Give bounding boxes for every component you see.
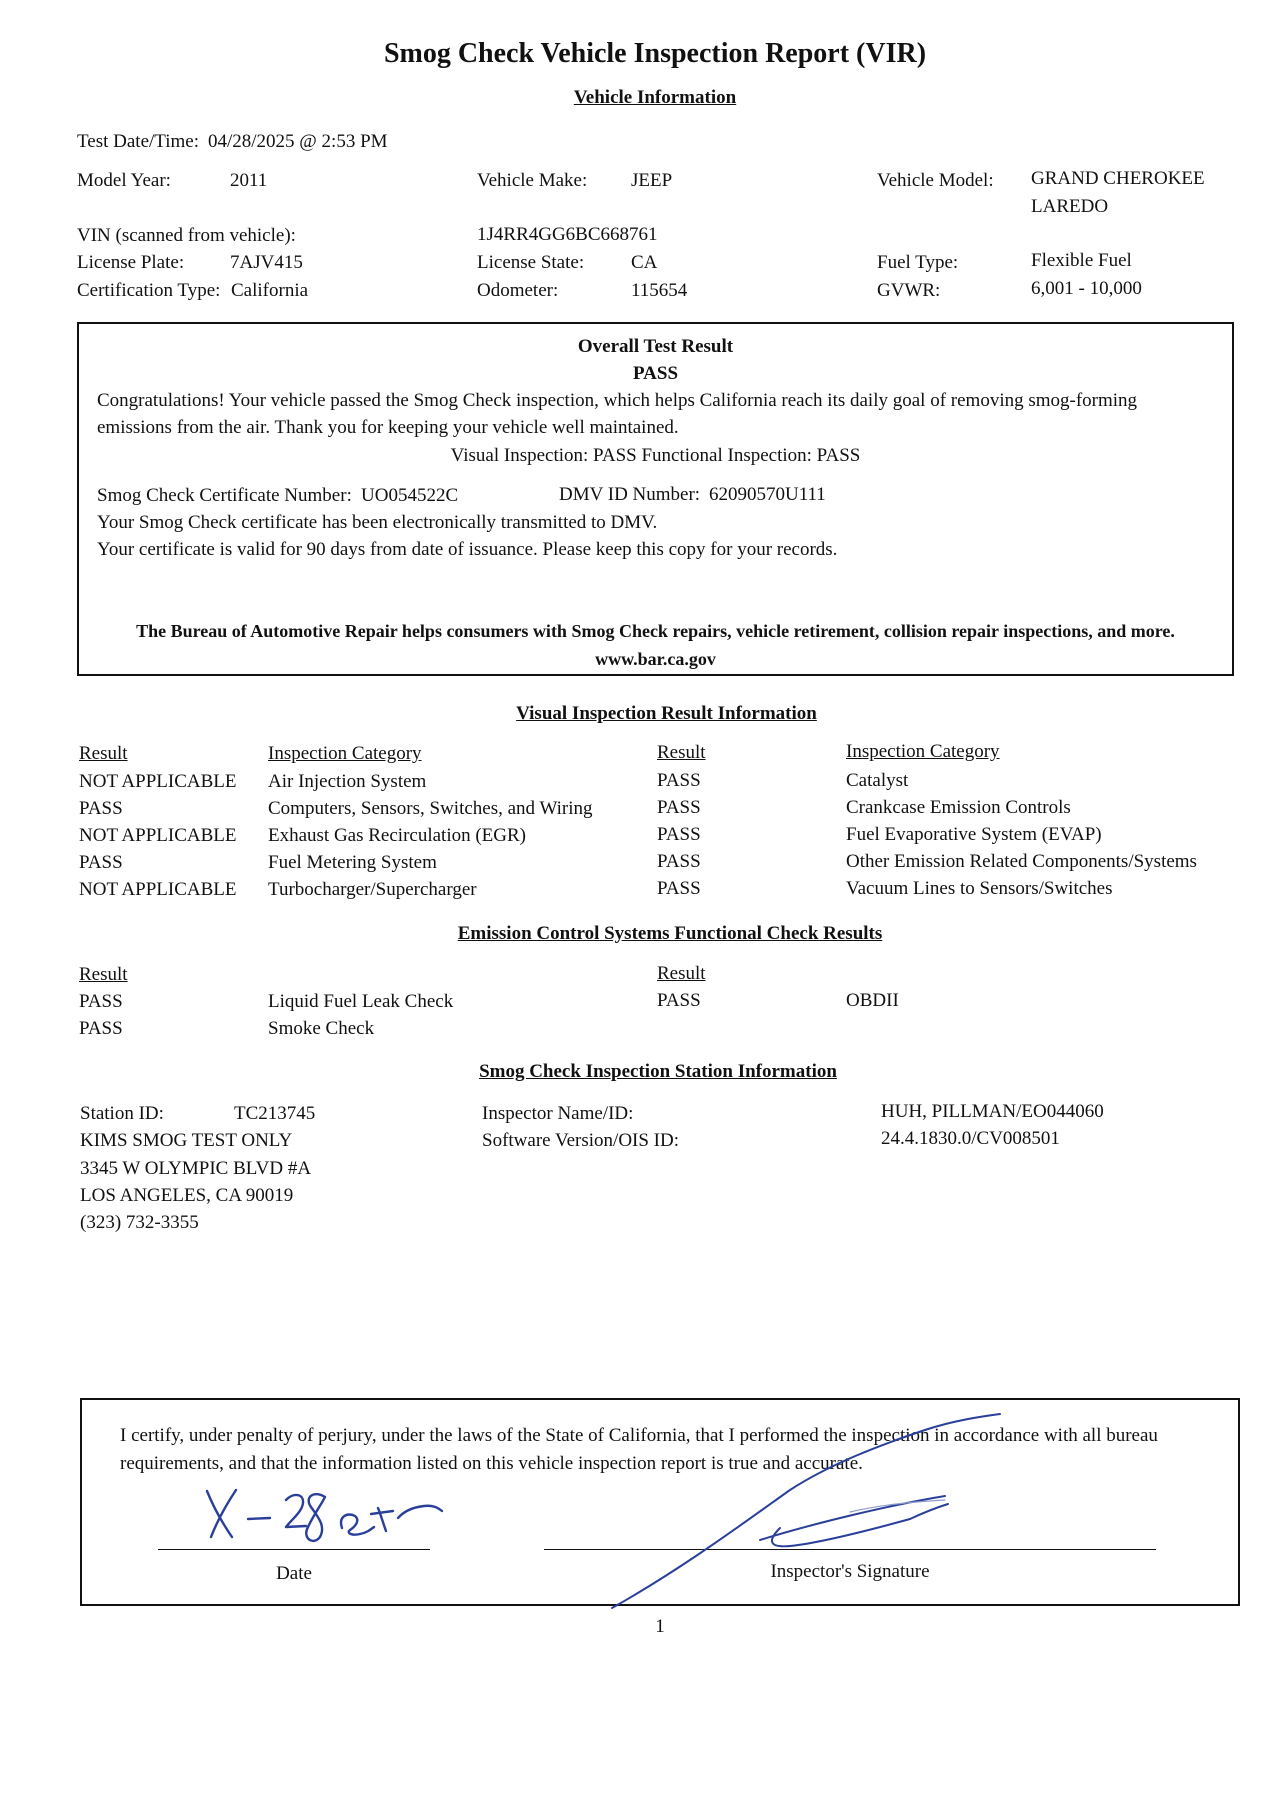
transmitted-note: Your Smog Check certificate has been electronically transmitted to DMV.: [97, 512, 658, 533]
congrats-message-line2: emissions from the air. Thank you for keeping your vehicle well maintained.: [97, 417, 679, 438]
software-version-label: Software Version/OIS ID:: [482, 1130, 680, 1151]
inspector-label: Inspector Name/ID:: [482, 1103, 634, 1124]
vin-label: VIN (scanned from vehicle):: [77, 225, 296, 246]
visual-left-result: NOT APPLICABLE: [79, 771, 237, 792]
bureau-note: The Bureau of Automotive Repair helps consumers with Smog Check repairs, vehicle retirement, collision repair inspections, and more.: [136, 621, 1175, 641]
certificate-number-value: UO054522C: [361, 485, 459, 506]
date-label: Date: [276, 1563, 312, 1584]
visual-right-category: Crankcase Emission Controls: [846, 797, 1071, 818]
station-id-value: TC213745: [234, 1103, 316, 1124]
functional-left-result-header: Result: [79, 964, 128, 985]
software-version-value: 24.4.1830.0/CV008501: [881, 1128, 1060, 1149]
certificate-number-label: Smog Check Certificate Number:: [97, 485, 352, 506]
functional-left-result: PASS: [79, 1018, 123, 1039]
functional-check-heading: Emission Control Systems Functional Check Results: [457, 923, 883, 944]
visual-left-result: NOT APPLICABLE: [79, 825, 237, 846]
license-plate-value: 7AJV415: [230, 252, 303, 273]
station-phone: (323) 732-3355: [80, 1212, 199, 1233]
bureau-website: www.bar.ca.gov: [595, 649, 716, 669]
functional-right-result-header: Result: [657, 963, 706, 984]
visual-left-result: PASS: [79, 798, 123, 819]
gvwr-value: 6,001 - 10,000: [1031, 278, 1142, 299]
license-state-label: License State:: [477, 252, 585, 273]
functional-left-category: Liquid Fuel Leak Check: [268, 991, 454, 1012]
station-info-heading: Smog Check Inspection Station Information: [479, 1061, 837, 1082]
visual-right-category: Catalyst: [846, 770, 909, 791]
inspector-value: HUH, PILLMAN/EO044060: [881, 1101, 1104, 1122]
test-datetime-value: 04/28/2025 @ 2:53 PM: [208, 131, 388, 152]
visual-right-category: Vacuum Lines to Sensors/Switches: [846, 878, 1113, 899]
page-number: 1: [655, 1616, 665, 1637]
visual-right-result: PASS: [657, 770, 701, 791]
visual-left-category-header: Inspection Category: [268, 743, 422, 764]
certification-type-label: Certification Type:: [77, 280, 221, 301]
overall-result-heading: Overall Test Result: [577, 336, 734, 357]
vehicle-model-label: Vehicle Model:: [877, 170, 994, 191]
vehicle-make-label: Vehicle Make:: [477, 170, 588, 191]
visual-right-result: PASS: [657, 878, 701, 899]
functional-right-result: PASS: [657, 990, 701, 1011]
vehicle-model-value-line1: GRAND CHEROKEE: [1031, 168, 1205, 189]
visual-left-category: Turbocharger/Supercharger: [268, 879, 477, 900]
visual-right-category: Fuel Evaporative System (EVAP): [846, 824, 1102, 845]
model-year-value: 2011: [230, 170, 268, 191]
dmv-id-value: 62090570U111: [709, 484, 826, 505]
visual-left-result-header: Result: [79, 743, 128, 764]
vin-value: 1J4RR4GG6BC668761: [477, 224, 658, 245]
fuel-type-label: Fuel Type:: [877, 252, 959, 273]
station-address-line2: LOS ANGELES, CA 90019: [80, 1185, 294, 1206]
visual-right-result: PASS: [657, 851, 701, 872]
congrats-message-line1: Congratulations! Your vehicle passed the Smog Check inspection, which helps California reach its daily goal of removing smog-forming: [97, 390, 1138, 411]
visual-left-category: Exhaust Gas Recirculation (EGR): [268, 825, 527, 846]
validity-note: Your certificate is valid for 90 days from date of issuance. Please keep this copy for your records.: [97, 539, 838, 560]
vehicle-make-value: JEEP: [631, 170, 673, 191]
test-datetime-label: Test Date/Time:: [77, 131, 199, 152]
visual-left-category: Fuel Metering System: [268, 852, 437, 873]
vehicle-info-heading: Vehicle Information: [573, 87, 737, 108]
certification-type-value: California: [231, 280, 309, 301]
visual-right-result: PASS: [657, 797, 701, 818]
signature-label: Inspector's Signature: [770, 1561, 930, 1582]
visual-right-result-header: Result: [657, 742, 706, 763]
visual-left-result: NOT APPLICABLE: [79, 879, 237, 900]
certification-statement-line2: requirements, and that the information listed on this vehicle inspection report is true and accurate.: [120, 1453, 863, 1474]
report-title: Smog Check Vehicle Inspection Report (VIR): [383, 38, 927, 69]
certification-statement-line1: I certify, under penalty of perjury, under the laws of the State of California, that I performed the inspection in accordance with all bureau: [120, 1425, 1158, 1446]
station-address-line1: 3345 W OLYMPIC BLVD #A: [80, 1158, 312, 1179]
dmv-id-label: DMV ID Number:: [559, 484, 701, 505]
visual-right-result: PASS: [657, 824, 701, 845]
visual-left-result: PASS: [79, 852, 123, 873]
license-plate-label: License Plate:: [77, 252, 185, 273]
handwritten-date-ink: [207, 1490, 442, 1541]
inspection-summary: Visual Inspection: PASS Functional Inspection: PASS: [450, 445, 861, 466]
model-year-label: Model Year:: [77, 170, 171, 191]
odometer-label: Odometer:: [477, 280, 559, 301]
gvwr-label: GVWR:: [877, 280, 941, 301]
license-state-value: CA: [631, 252, 658, 273]
station-name: KIMS SMOG TEST ONLY: [80, 1130, 293, 1151]
visual-right-category: Other Emission Related Components/Systems: [846, 851, 1197, 872]
inspector-signature-ink: [612, 1414, 1000, 1608]
visual-left-category: Computers, Sensors, Switches, and Wiring: [268, 798, 593, 819]
functional-right-category: OBDII: [846, 990, 899, 1011]
odometer-value: 115654: [631, 280, 688, 301]
vehicle-model-value-line2: LAREDO: [1031, 196, 1109, 217]
overall-result-value: PASS: [632, 363, 679, 384]
station-id-label: Station ID:: [80, 1103, 164, 1124]
functional-left-category: Smoke Check: [268, 1018, 375, 1039]
visual-inspection-heading: Visual Inspection Result Information: [516, 703, 817, 724]
functional-left-result: PASS: [79, 991, 123, 1012]
visual-left-category: Air Injection System: [268, 771, 427, 792]
fuel-type-value: Flexible Fuel: [1031, 250, 1132, 271]
visual-right-category-header: Inspection Category: [846, 741, 1000, 762]
